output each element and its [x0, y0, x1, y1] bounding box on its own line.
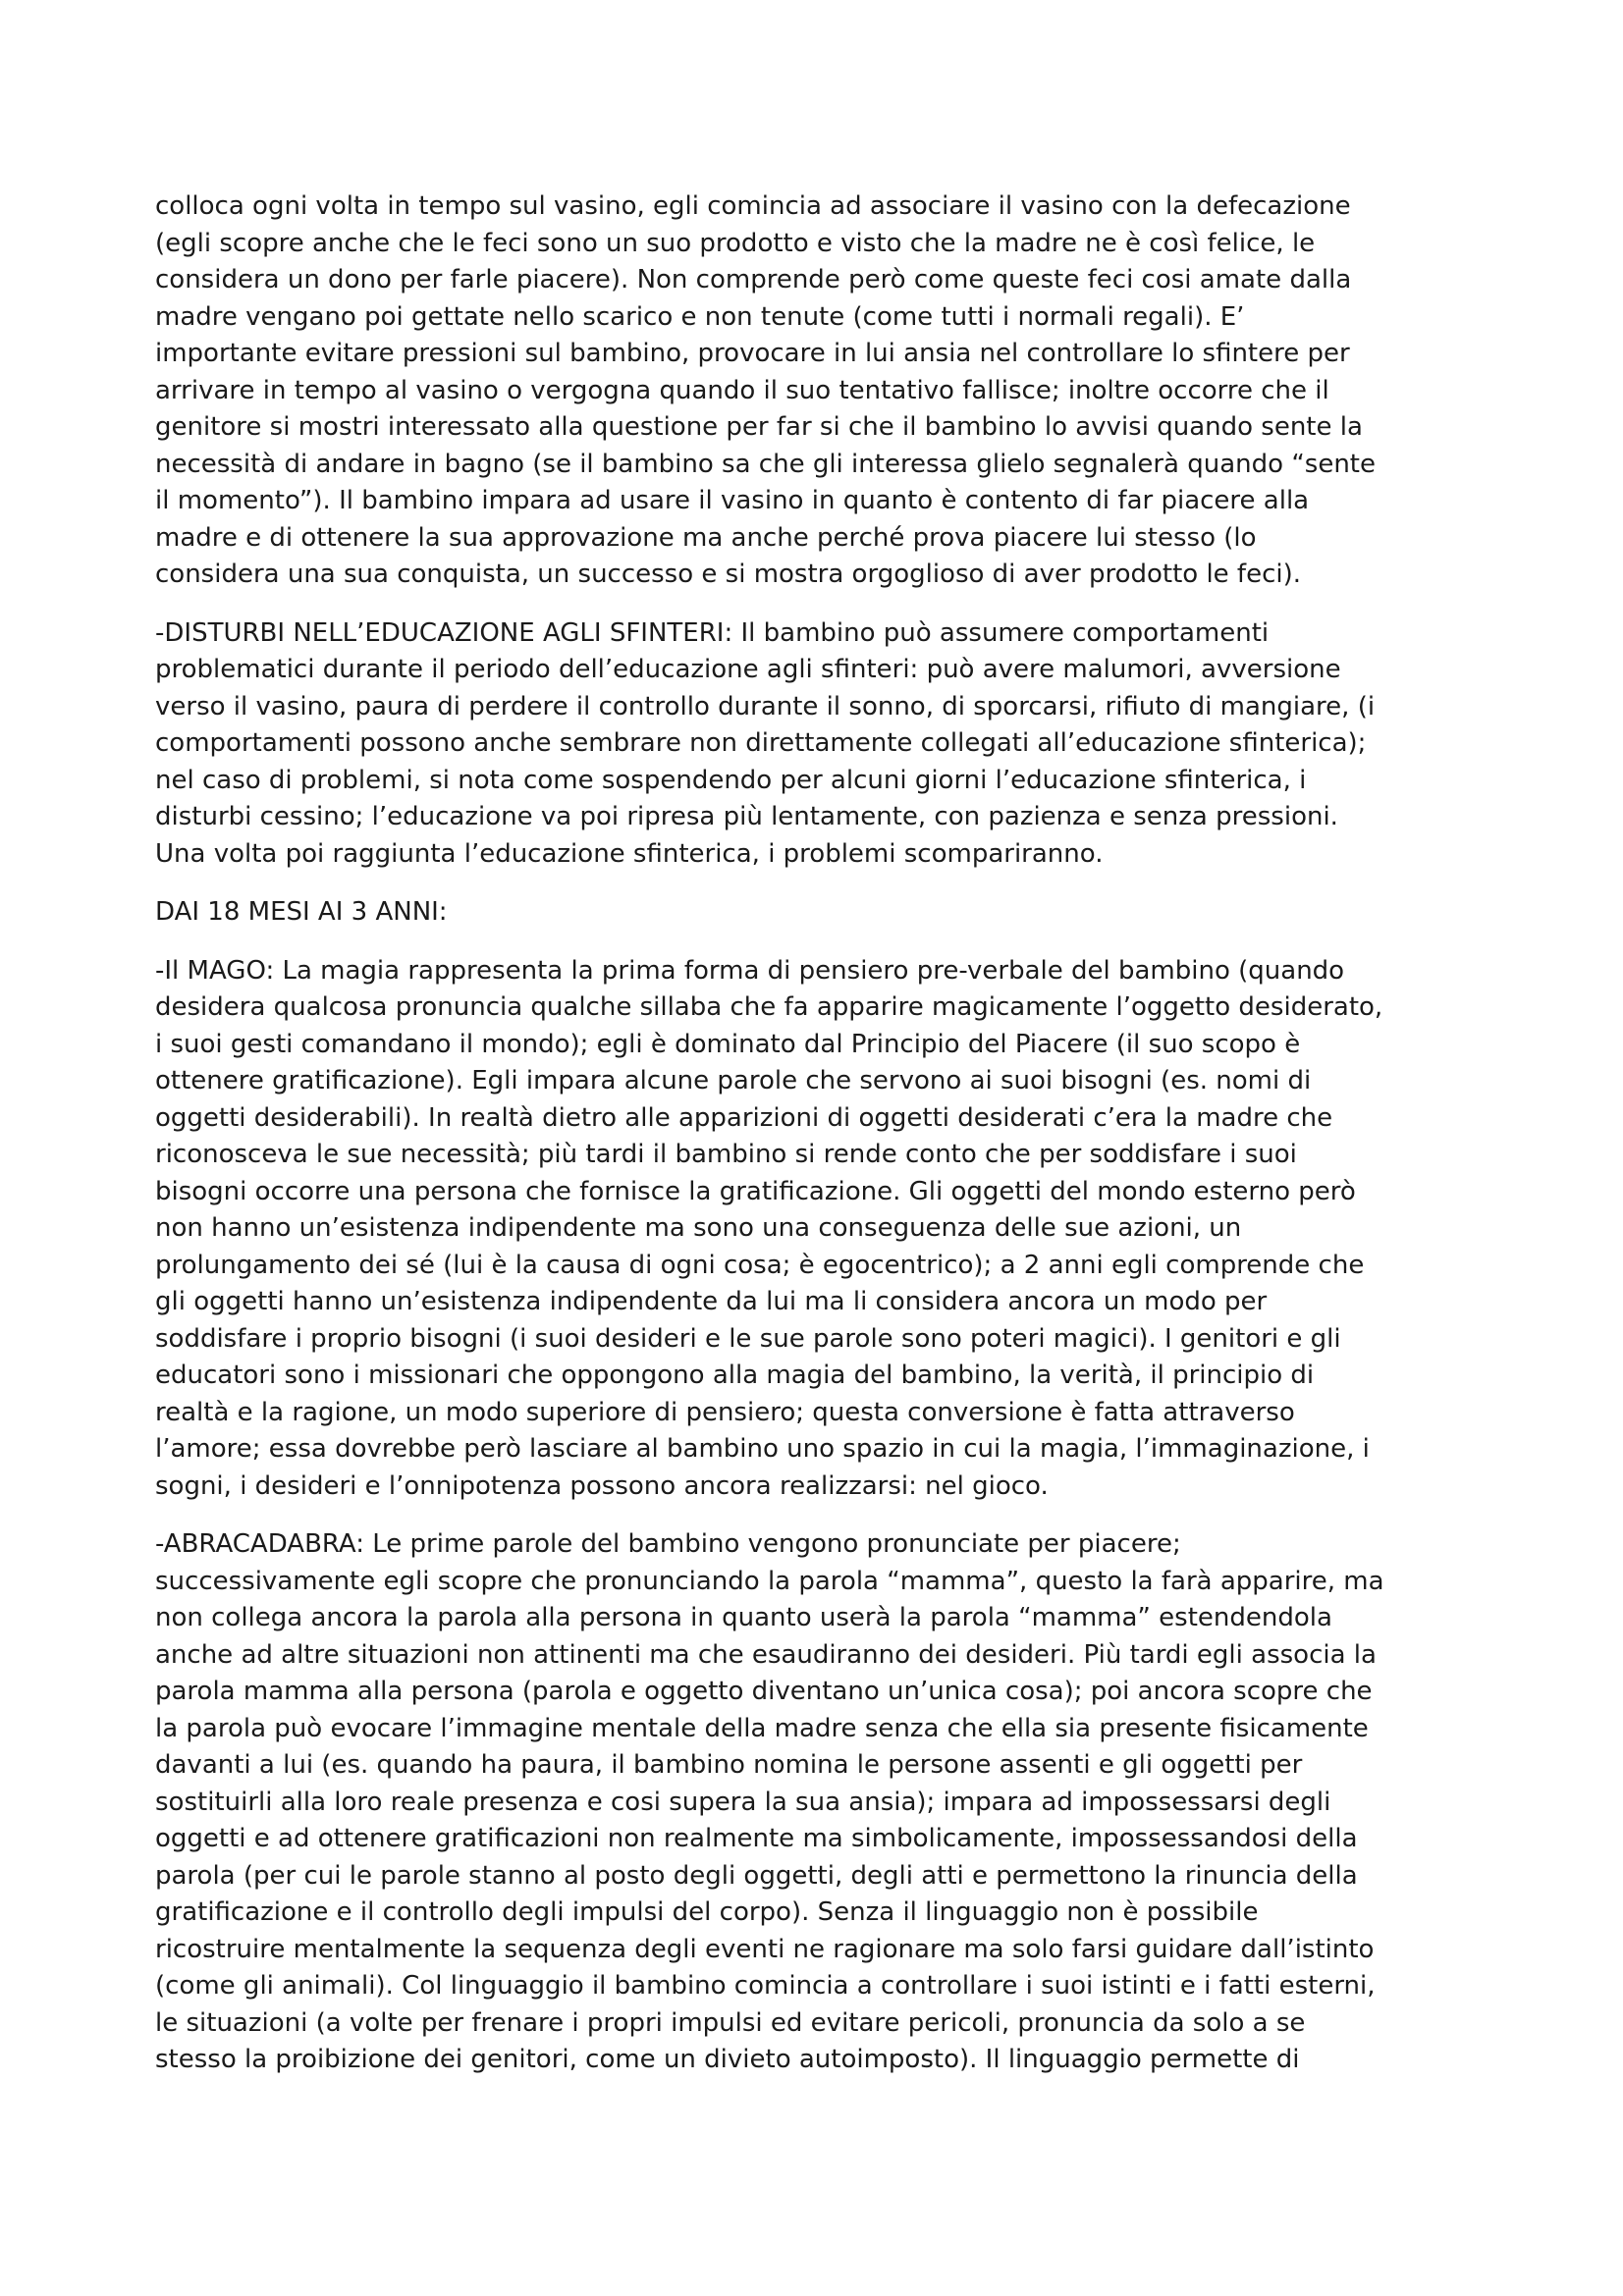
- section-heading-text: DAI 18 MESI AI 3 ANNI:: [155, 897, 448, 927]
- text-line: riconosceva le sue necessità; più tardi il bambino si rende conto che per soddisfare i suoi: [155, 1140, 1297, 1169]
- section-heading-18-mesi-3-anni: [155, 894, 1481, 932]
- text-line: sostituirli alla loro reale presenza e cosi supera la sua ansia); impara ad impossessarsi degli: [155, 1787, 1331, 1817]
- text-line: genitore si mostri interessato alla questione per far si che il bambino lo avvisi quando sente la: [155, 412, 1363, 442]
- paragraph-toilet-training: [155, 188, 1481, 594]
- text-line: verso il vasino, paura di perdere il controllo durante il sonno, di sporcarsi, rifiuto di mangiare, (i: [155, 691, 1376, 721]
- text-line: (come gli animali). Col linguaggio il bambino comincia a controllare i suoi istinti e i fatti esterni,: [155, 1971, 1376, 2001]
- text-line: sogni, i desideri e l’onnipotenza possono ancora realizzarsi: nel gioco.: [155, 1470, 1049, 1501]
- text-line: ottenere gratificazione). Egli impara alcune parole che servono ai suoi bisogni (es. nomi di: [155, 1066, 1312, 1095]
- text-line: non hanno un’esistenza indipendente ma sono una conseguenza delle sue azioni, un: [155, 1213, 1242, 1243]
- text-line: arrivare in tempo al vasino o vergogna quando il suo tentativo fallisce; inoltre occorre che il: [155, 375, 1329, 405]
- text-line: realtà e la ragione, un modo superiore di pensiero; questa conversione è fatta attraverso: [155, 1397, 1295, 1427]
- paragraph-abracadabra: [155, 1526, 1481, 2079]
- text-line: importante evitare pressioni sul bambino, provocare in lui ansia nel controllare lo sfintere per: [155, 339, 1350, 368]
- text-line: considera una sua conquista, un successo e si mostra orgoglioso di aver prodotto le feci).: [155, 560, 1302, 589]
- text-line: educatori sono i missionari che oppongono alla magia del bambino, la verità, il principio di: [155, 1361, 1315, 1390]
- text-line: considera un dono per farle piacere). Non comprende però come queste feci cosi amate dalla: [155, 265, 1352, 294]
- text-line: stesso la proibizione dei genitori, come un divieto autoimposto). Il linguaggio permette di: [155, 2045, 1300, 2074]
- text-line: il momento”). Il bambino impara ad usare il vasino in quanto è contento di far piacere alla: [155, 486, 1310, 515]
- text-line: -ABRACADABRA: Le prime parole del bambino vengono pronunciate per piacere;: [155, 1529, 1181, 1559]
- text-line: -Il MAGO: La magia rappresenta la prima forma di pensiero pre-verbale del bambino (quando: [155, 955, 1345, 986]
- text-line: prolungamento dei sé (lui è la causa di ogni cosa; è egocentrico); a 2 anni egli comprende che: [155, 1250, 1365, 1280]
- text-line: necessità di andare in bagno (se il bambino sa che gli interessa glielo segnalerà quando “sente: [155, 449, 1376, 479]
- text-line: la parola può evocare l’immagine mentale della madre senza che ella sia presente fisicamente: [155, 1713, 1369, 1743]
- text-line: l’amore; essa dovrebbe però lasciare al bambino uno spazio in cui la magia, l’immaginazione, i: [155, 1434, 1370, 1464]
- text-line: parola (per cui le parole stanno al posto degli oggetti, degli atti e permettono la rinuncia della: [155, 1860, 1358, 1891]
- text-line: colloca ogni volta in tempo sul vasino, egli comincia ad associare il vasino con la defecazione: [155, 191, 1351, 221]
- text-line: nel caso di problemi, si nota come sospendendo per alcuni giorni l’educazione sfinterica, i: [155, 765, 1307, 795]
- text-line: gli oggetti hanno un’esistenza indipendente da lui ma li considera ancora un modo per: [155, 1287, 1268, 1316]
- text-line: non collega ancora la parola alla persona in quanto userà la parola “mamma” estendendola: [155, 1603, 1332, 1632]
- document-body: [155, 188, 1481, 2101]
- text-line: soddisfare i proprio bisogni (i suoi desideri e le sue parole sono poteri magici). I genitori e gli: [155, 1323, 1341, 1354]
- text-line: desidera qualcosa pronuncia qualche sillaba che fa apparire magicamente l’oggetto desiderato,: [155, 992, 1383, 1022]
- text-line: comportamenti possono anche sembrare non direttamente collegati all’educazione sfinterica);: [155, 728, 1367, 758]
- text-line: problematici durante il periodo dell’educazione agli sfinteri: può avere malumori, avversione: [155, 655, 1341, 684]
- text-line: successivamente egli scopre che pronunciando la parola “mamma”, questo la farà apparire, ma: [155, 1566, 1384, 1596]
- text-line: ricostruire mentalmente la sequenza degli eventi ne ragionare ma solo farsi guidare dall’istinto: [155, 1934, 1375, 1964]
- text-line: -DISTURBI NELL’EDUCAZIONE AGLI SFINTERI: Il bambino può assumere comportamenti: [155, 617, 1270, 648]
- text-line: oggetti e ad ottenere gratificazioni non realmente ma simbolicamente, impossessandosi della: [155, 1824, 1358, 1853]
- text-line: anche ad altre situazioni non attinenti ma che esaudiranno dei desideri. Più tardi egli associa la: [155, 1639, 1377, 1670]
- paragraph-il-mago: [155, 953, 1481, 1506]
- text-line: le situazioni (a volte per frenare i propri impulsi ed evitare pericoli, pronuncia da solo a se: [155, 2007, 1306, 2038]
- text-line: disturbi cessino; l’educazione va poi ripresa più lentamente, con pazienza e senza pressioni.: [155, 802, 1338, 831]
- paragraph-disturbi-sfinteri: [155, 615, 1481, 874]
- text-line: madre e di ottenere la sua approvazione ma anche perché prova piacere lui stesso (lo: [155, 522, 1257, 553]
- text-line: oggetti desiderabili). In realtà dietro alle apparizioni di oggetti desiderati c’era la madre che: [155, 1102, 1333, 1133]
- text-line: Una volta poi raggiunta l’educazione sfinterica, i problemi scompariranno.: [155, 838, 1104, 869]
- text-line: (egli scopre anche che le feci sono un suo prodotto e visto che la madre ne è così felice, le: [155, 228, 1316, 258]
- text-line: i suoi gesti comandano il mondo); egli è dominato dal Principio del Piacere (il suo scopo è: [155, 1029, 1301, 1059]
- text-line: parola mamma alla persona (parola e oggetto diventano un’unica cosa); poi ancora scopre che: [155, 1677, 1373, 1706]
- text-line: madre vengano poi gettate nello scarico e non tenute (come tutti i normali regali). E’: [155, 301, 1245, 332]
- text-line: davanti a lui (es. quando ha paura, il bambino nomina le persone assenti e gli oggetti per: [155, 1750, 1303, 1780]
- text-line: gratificazione e il controllo degli impulsi del corpo). Senza il linguaggio non è possibile: [155, 1897, 1259, 1927]
- text-line: bisogni occorre una persona che fornisce la gratificazione. Gli oggetti del mondo esterno però: [155, 1176, 1356, 1206]
